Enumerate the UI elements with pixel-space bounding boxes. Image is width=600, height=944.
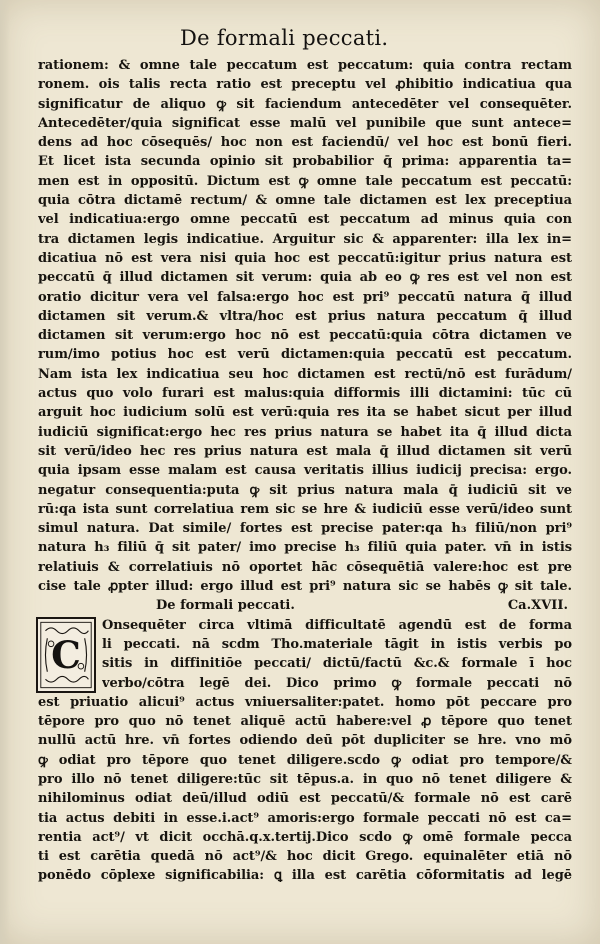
- text-line: tra dictamen legis indicatiue. Arguitur sic & apparenter: illa lex in=: [38, 231, 572, 247]
- text-line: oratio dicitur vera vel falsa:ergo hoc est pri⁹ peccatū natura q̄ illud: [38, 289, 572, 305]
- text-line: actus quo volo furari est malus:quia difformis illi dictamini: tūc cū: [38, 386, 572, 402]
- text-line: rum/imo potius hoc est verū dictamen:quia peccatū est peccatum.: [38, 347, 572, 363]
- chapter-opening: [38, 616, 572, 693]
- text-line: nullū actū hre. vn̄ fortes odiendo deū pōt dupliciter se hre. vno mō: [38, 733, 572, 749]
- text-line: men est in oppositū. Dictum est ꝙ omne tale peccatum est peccatū:: [38, 173, 572, 189]
- text-line: quia cōtra dictamē rectum/ & omne tale dictamen est lex preceptiua: [38, 193, 572, 209]
- text-line: rū:qa ista sunt correlatiua rem sic se hre & iudiciū esse verū/ideo sunt: [38, 501, 572, 517]
- text-line: verbo/cōtra legē dei. Dico primo ꝙ formale peccati nō: [102, 675, 572, 691]
- page-gutter-shadow: [0, 0, 10, 944]
- initial-wrapped-lines: [102, 616, 572, 693]
- chapter-heading: De formali peccati.: [156, 598, 295, 614]
- text-line: Et licet ista secunda opinio sit probabilior q̄ prima: apparentia ta=: [38, 154, 572, 170]
- text-line: quia ipsam esse malam est causa veritatis illius iudicij precisa: ergo.: [38, 463, 572, 479]
- text-line: Nam ista lex indicatiua seu hoc dictamen est rectū/nō est furādum/: [38, 366, 572, 382]
- text-line: Onsequēter circa vltimā difficultatē agendū est de forma: [102, 617, 572, 633]
- text-line: ti est carētia quedā nō act⁹/& hoc dicit Grego. equinalēter etiā nō: [38, 849, 572, 865]
- text-line: rationem: & omne tale peccatum est peccatum: quia contra rectam: [38, 58, 572, 73]
- text-line: pro illo nō tenet diligere:tūc sit tēpus.a. in quo nō tenet diligere &: [38, 771, 572, 787]
- text-line: ꝙ odiat pro tēpore quo tenet diligere.scdo ꝙ odiat pro tempore/&: [38, 752, 572, 768]
- text-line: significatur de aliquo ꝙ sit faciendum antecedēter vel consequēter.: [38, 96, 572, 112]
- text-line: negatur consequentia:puta ꝙ sit prius natura mala q̄ iudiciū sit ve: [38, 482, 572, 498]
- text-line: relatiuis & correlatiuis nō oportet hāc cōsequētiā valere:hoc est pre: [38, 559, 572, 575]
- text-line: dicatiua nō est vera nisi quia hoc est peccatū:igitur prius natura est: [38, 250, 572, 266]
- text-line: vel indicatiua:ergo omne peccatū est peccatum ad minus quia con: [38, 212, 572, 228]
- chapter-number: Ca.XVII.: [507, 598, 568, 614]
- decorated-initial-icon: [38, 619, 94, 691]
- text-line: dictamen sit verum:ergo hoc nō est peccatū:quia cōtra dictamen ve: [38, 328, 572, 344]
- text-line: li peccati. nā scdm Tho.materiale tāgit in istis verbis po: [102, 636, 572, 652]
- text-line: est priuatio alicui⁹ actus vniuersaliter:patet. homo pōt peccare pro: [38, 694, 572, 710]
- body-paragraph: [38, 56, 572, 596]
- text-line: ponēdo cōplexe significabilia: ꝗ illa est carētia cōformitatis ad legē: [38, 868, 572, 884]
- decorated-initial-letter: [36, 617, 96, 693]
- chapter-paragraph: [38, 693, 572, 886]
- text-line: tēpore pro quo nō tenet aliquē actū habere:vel ꝓ tēpore quo tenet: [38, 714, 572, 730]
- text-line: sitis in diffinitiōe peccati/ dictū/factū &c.& formale ī hoc: [102, 656, 572, 672]
- text-line: simul natura. Dat simile/ fortes est precise pater:qa h₃ filiū/non pri⁹: [38, 521, 572, 537]
- chapter-heading-row: [38, 596, 572, 615]
- text-line: natura h₃ filiū q̄ sit pater/ imo precise h₃ filiū quia pater. vn̄ in istis: [38, 540, 572, 556]
- text-line: rentia act⁹/ vt dicit occhā.q.x.tertij.Dico scdo ꝙ omē formale pecca: [38, 829, 572, 845]
- text-block: [38, 56, 572, 886]
- text-line: peccatū q̄ illud dictamen sit verum: quia ab eo ꝙ res est vel non est: [38, 270, 572, 286]
- text-line: arguit hoc iudicium solū est verū:quia res ita se habet sicut per illud: [38, 405, 572, 421]
- text-line: iudiciū significat:ergo hec res prius natura se habet ita q̄ illud dicta: [38, 424, 572, 440]
- text-line: dens ad hoc cōsequēs/ hoc non est faciendū/ vel hoc est bonū fieri.: [38, 135, 572, 151]
- text-line: sit verū/ideo hec res prius natura est mala q̄ illud dictamen sit verū: [38, 443, 572, 459]
- running-head-title: De formali peccati.: [180, 26, 389, 50]
- text-line: dictamen sit verum.& vltra/hoc est prius natura peccatum q̄ illud: [38, 308, 572, 324]
- text-line: nihilominus odiat deū/illud odiū est peccatū/& formale nō est carē: [38, 791, 572, 807]
- text-line: tia actus debiti in esse.i.act⁹ amoris:ergo formale peccati nō est ca=: [38, 810, 572, 826]
- initial-letter-glyph: C: [51, 632, 81, 677]
- text-line: Antecedēter/quia significat esse malū vel punibile que sunt antece=: [38, 115, 572, 131]
- text-line: ronem. ois talis recta ratio est preceptu vel ꝓhibitio indicatiua qua: [38, 77, 572, 93]
- text-line: cise tale ꝓpter illud: ergo illud est pri⁹ natura sic se habēs ꝙ sit tale.: [38, 579, 572, 595]
